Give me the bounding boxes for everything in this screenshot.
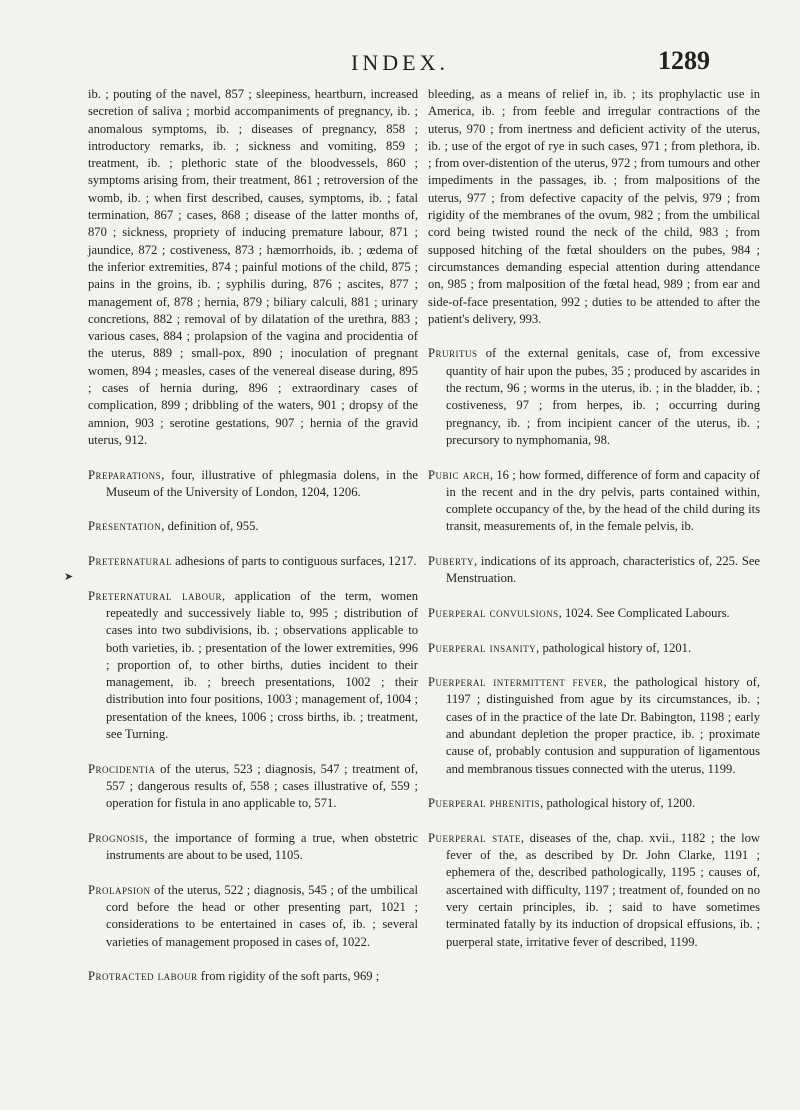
index-entry: [88, 467, 418, 502]
entry-term: Pubic arch: [428, 467, 490, 482]
entry-term: Prognosis: [88, 830, 145, 845]
entry-text: of the uterus, 523 ; diagnosis, 547 ; treatment of, 557 ; dangerous results of, 558 ; cases illustrative of, 559 ; operation for fistula in ano applicable to, 571.: [106, 761, 418, 811]
entry-text: , the importance of forming a true, when obstetric instruments are about to be used, 1105.: [106, 830, 418, 863]
index-entry: [88, 968, 418, 985]
entry-text: , 16 ; how formed, difference of form and capacity of in the recent and in the dry pelvis, parts contained within, complete occupancy of the, by the head of the child during its transit, measurements of, in the female pelvis, ib.: [446, 467, 760, 534]
entry-text: ib. ; pouting of the navel, 857 ; sleepiness, heartburn, increased secretion of saliva ; morbid accompaniments of pregnancy, ib. ; anomalous symptoms, ib. ; diseases of pregnancy, 858 ; introductory remarks, ib. ; sickness and vomiting, 859 ; treatment, ib. ; plethoric state of the bloodvessels, 860 ; symptoms arising from, their treatment, 861 ; retroversion of the womb, ib. ; when first described, causes, symptoms, ib. ; fatal termination, 867 ; cases, 868 ; disease of the latter months of, 870 ; sickness, propriety of inducing premature labour, 871 ; jaundice, 872 ; costiveness, 873 ; hæmorrhoids, ib. ; œdema of the inferior extremities, 874 ; painful motions of the child, 875 ; pains in the groins, ib. ; syphilis during, 876 ; ascites, 877 ; management of, 878 ; hernia, 879 ; biliary calculi, 881 ; urinary concretions, 882 ; removal of by dilatation of the urethra, 883 ; various cases, 884 ; prolapsion of the vagina and procidentia of the uterus, 889 ; small-pox, 890 ; inoculation of pregnant women, 894 ; measles, cases of the venereal disease during, 895 ; cases of hernia during, 896 ; extraordinary cases of complication, 899 ; dribbling of the waters, 901 ; dropsy of the amnion, 903 ; serotine gestations, 907 ; hernia of the gravid uterus, 912.: [88, 87, 418, 447]
index-entry: [88, 518, 418, 535]
entry-text: , pathological history of, 1201.: [536, 640, 692, 655]
entry-term: Protracted labour: [88, 969, 198, 984]
entry-text: of the external genitals, case of, from excessive quantity of hair upon the pubes, 35 ; produced by ascarides in the rectum, 96 ; worms in the uterus, ib. ; in the bladder, ib. ; costiveness, 97 ; from herpes, ib. ; occurring during pregnancy, ib. ; from incipient cancer of the uterus, ib. ; precursory to nymphomania, 98.: [446, 346, 760, 447]
index-entry: [88, 882, 418, 951]
entry-text: of the uterus, 522 ; diagnosis, 545 ; of the umbilical cord before the head or other presenting part, 1021 ; considerations to be entertained in cases of, ib. ; several varieties of management proposed in cases of, 1022.: [106, 882, 418, 949]
entry-term: Pruritus: [428, 346, 478, 361]
entry-text: , pathological history of, 1200.: [540, 796, 696, 811]
entry-term: Procidentia: [88, 761, 156, 776]
index-entry: [88, 86, 418, 449]
entry-text: , 1024. See Complicated Labours.: [558, 605, 730, 620]
entry-term: Puerperal intermittent fever: [428, 675, 604, 690]
entry-term: Preternatural labour: [88, 588, 223, 603]
entry-term: Puerperal phrenitis: [428, 796, 541, 811]
index-entry: [428, 640, 760, 657]
entry-term: Puerperal insanity: [428, 640, 537, 655]
index-entry: [428, 795, 760, 812]
index-entry: [428, 830, 760, 951]
index-entry: [428, 86, 760, 328]
index-entry: [428, 467, 760, 536]
entry-text: bleeding, as a means of relief in, ib. ; its prophylactic use in America, ib. ; from feeble and irregular contractions of the uterus, 970 ; from inertness and deficient activity of the uterus, ib. ; use of the ergot of rye in such cases, 971 ; from plethora, ib. ; from over-distention of the uterus, 972 ; from tumours and other impediments in the passages, ib. ; from malpositions of the uterus, 977 ; from defective capacity of the pelvis, 979 ; from rigidity of the membranes of the ovum, 982 ; from the umbilical cord being twisted round the neck of the child, 983 ; from supposed hitching of the fœtal shoulders on the pubes, 984 ; circumstances demanding especial attention during attendance on, 985 ; from malposition of the fœtal head, 989 ; from ear and side-of-face presentation, 992 ; duties to be attended to after the patient's delivery, 993.: [428, 87, 760, 326]
index-entry: [428, 553, 760, 588]
entry-term: Puerperal state: [428, 830, 521, 845]
index-entry: [428, 345, 760, 449]
right-column: [428, 86, 760, 968]
left-column: [88, 86, 418, 1003]
index-entry: [428, 674, 760, 778]
entry-text: , diseases of the, chap. xvii., 1182 ; the low fever of the, as described by Dr. John Clarke, 1191 ; ephemera of the, described pathologically, 1195 ; causes of, ascertained with difficulty, 1197 ; treatment of, founded on no very certain principles, ib. ; said to have sometimes terminated fatally by its induction of dropsical effusions, ib. ; puerperal state, irritative fever of described, 1199.: [446, 830, 760, 949]
entry-text: , the pathological history of, 1197 ; distinguished from ague by its circumstances, ib. ; cases of in the practice of the late Dr. Babington, 1198 ; early and abundant depletion the proper practice, ib. ; proximate cause of, probably contusion and suppuration of ligamentous and membranous tissues connected with the uterus, 1199.: [446, 675, 760, 776]
entry-term: Preternatural: [88, 554, 173, 569]
entry-text: , application of the term, women repeatedly and successively liable to, 995 ; distribution of cases into two subdivisions, ib. ; observations applicable to both varieties, ib. ; presentation of the lower extremities, 996 ; proportion of, to other births, duties incident to their management, ib. ; breech presentations, 1002 ; their distribution into four positions, 1003 ; management of, 1004 ; presentation of the knees, 1006 ; cross births, ib. ; treatment, see Turning.: [106, 588, 418, 741]
index-entry: [88, 588, 418, 744]
entry-term: Presentation: [88, 519, 162, 534]
index-title: INDEX.: [351, 50, 449, 75]
entry-text: adhesions of parts to contiguous surfaces, 1217.: [172, 554, 417, 569]
margin-marker-icon: ➤: [64, 571, 74, 583]
index-entry: [88, 553, 418, 570]
entry-text: from rigidity of the soft parts, 969 ;: [197, 969, 380, 984]
entry-term: Puberty: [428, 554, 474, 569]
entry-term: Prolapsion: [88, 882, 151, 897]
entry-term: Preparations: [88, 467, 162, 482]
entry-text: , indications of its approach, characteristics of, 225. See Menstruation.: [446, 554, 760, 586]
page-number: 1289: [658, 46, 710, 75]
index-entry: [428, 605, 760, 622]
index-entry: [88, 761, 418, 813]
entry-term: Puerperal convulsions: [428, 605, 559, 620]
entry-text: , four, illustrative of phlegmasia dolens, in the Museum of the University of London, 1204, 1206.: [106, 467, 418, 499]
entry-text: , definition of, 955.: [161, 519, 259, 534]
index-entry: [88, 830, 418, 865]
page-header: [0, 46, 800, 86]
